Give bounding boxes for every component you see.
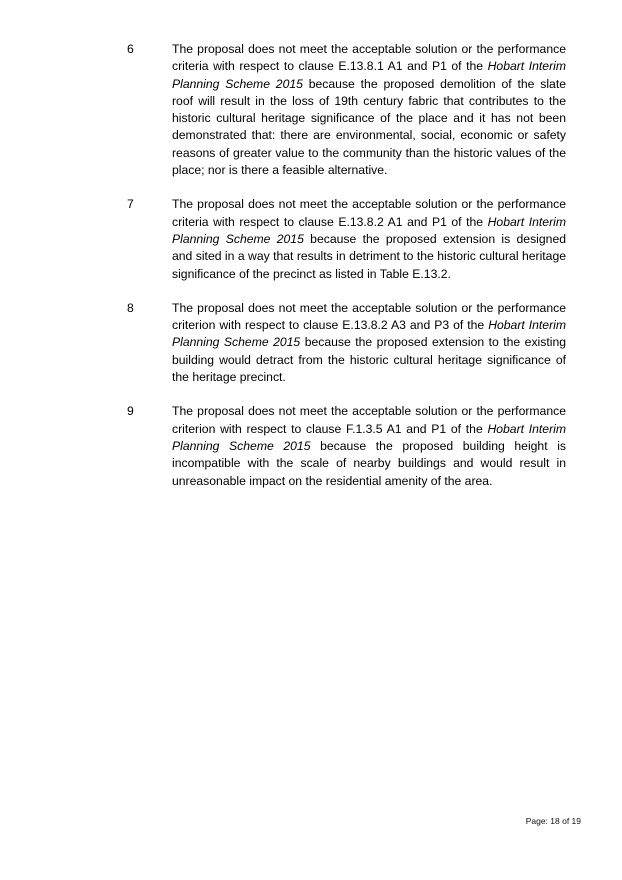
reason-text-after: because the proposed extension is designed and sited in a way that results in detriment to the historic cultural heritage significance of the precinct as listed in Table E.13.2. xyxy=(172,231,566,281)
reason-text-before: The proposal does not meet the acceptable solution or the performance criterion with respect to clause F.1.3.5 A1 and P1 of the xyxy=(172,404,566,436)
reason-text xyxy=(172,41,566,179)
reason-text-before: The proposal does not meet the acceptable solution or the performance criteria with respect to clause E.13.8.2 A1 and P1 of the xyxy=(172,197,566,229)
scheme-title: Hobart Interim Planning Scheme 2015 xyxy=(172,59,566,91)
reasons-list xyxy=(0,41,622,507)
reason-text xyxy=(172,300,566,386)
page-number: Page: 18 of 19 xyxy=(525,816,581,826)
reason-number: 7 xyxy=(127,197,134,212)
reason-text-before: The proposal does not meet the acceptable solution or the performance criterion with respect to clause E.13.8.2 A3 and P3 of the xyxy=(172,300,566,333)
scheme-title: Hobart Interim Planning Scheme 2015 xyxy=(172,421,566,453)
reason-item-8 xyxy=(0,300,622,386)
reason-number: 8 xyxy=(127,300,134,315)
reason-text xyxy=(172,196,566,282)
scheme-title: Hobart Interim Planning Scheme 2015 xyxy=(172,318,566,350)
reason-text-before: The proposal does not meet the acceptable solution or the performance criteria with respect to clause E.13.8.1 A1 and P1 of the xyxy=(172,42,566,74)
reason-number: 6 xyxy=(127,42,134,56)
scheme-title: Hobart Interim Planning Scheme 2015 xyxy=(172,214,566,246)
reason-number: 9 xyxy=(127,404,134,419)
reason-text-after: because the proposed demolition of the slate roof will result in the loss of 19th century fabric that contributes to the historic cultural heritage significance of the place and it has not been demonstrated that: there are environmental, social, economic or safety reasons of greater value to the community than the historic values of the place; nor is there a feasible alternative. xyxy=(172,76,566,178)
reason-item-6 xyxy=(0,41,622,179)
reason-text-after: because the proposed building height is incompatible with the scale of nearby buildings and would result in unreasonable impact on the residential amenity of the area. xyxy=(172,438,566,488)
reason-text-after: because the proposed extension to the existing building would detract from the historic cultural heritage significance of the heritage precinct. xyxy=(172,335,566,385)
reason-item-9 xyxy=(0,403,622,489)
reason-item-7 xyxy=(0,196,622,282)
reason-text xyxy=(172,403,566,489)
